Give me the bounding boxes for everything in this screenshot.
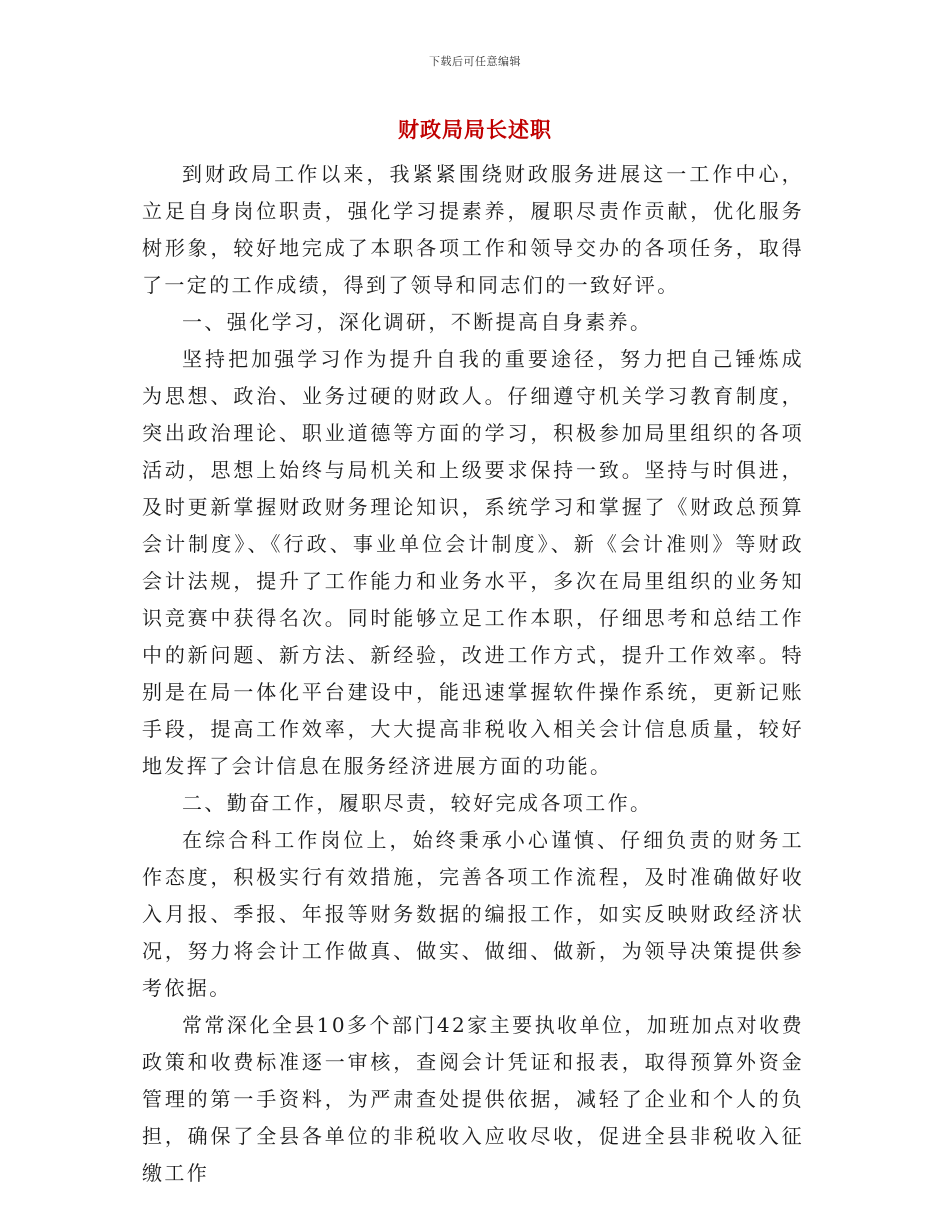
paragraph-intro: 到财政局工作以来，我紧紧围绕财政服务进展这一工作中心，立足自身岗位职责，强化学习提素养，履职尽责作贡献，优化服务树形象，较好地完成了本职各项工作和领导交办的各项任务，取得了一定的工作成绩，得到了领导和同志们的一致好评。 xyxy=(142,162,804,297)
document-body xyxy=(142,156,804,1192)
paragraph-study: 坚持把加强学习作为提升自我的重要途径，努力把自己锤炼成为思想、政治、业务过硬的财政人。仔细遵守机关学习教育制度，突出政治理论、职业道德等方面的学习，积极参加局里组织的各项活动，思想上始终与局机关和上级要求保持一致。坚持与时俱进，及时更新掌握财政财务理论知识，系统学习和掌握了《财政总预算会计制度》、《行政、事业单位会计制度》、新《会计准则》等财政会计法规，提升了工作能力和业务水平，多次在局里组织的业务知识竞赛中获得名次。同时能够立足工作本职，仔细思考和总结工作中的新问题、新方法、新经验，改进工作方式，提升工作效率。特别是在局一体化平台建设中，能迅速掌握软件操作系统，更新记账手段，提高工作效率，大大提高非税收入相关会计信息质量，较好地发挥了会计信息在服务经济进展方面的功能。 xyxy=(142,347,804,778)
section-heading-2: 二、勤奋工作，履职尽责，较好完成各项工作。 xyxy=(182,791,653,815)
header-note: 下载后可任意编辑 xyxy=(429,55,521,68)
paragraph-audit: 常常深化全县10多个部门42家主要执收单位，加班加点对收费政策和收费标准逐一审核，查阅会计凭证和报表，取得预算外资金管理的第一手资料，为严肃查处提供依据，减轻了企业和个人的负担，确保了全县各单位的非税收入应收尽收，促进全县非税收入征缴工作 xyxy=(142,1013,804,1185)
document-title: 财政局局长述职 xyxy=(398,117,552,142)
section-heading-1: 一、强化学习，深化调研，不断提高自身素养。 xyxy=(182,310,653,334)
paragraph-work: 在综合科工作岗位上，始终秉承小心谨慎、仔细负责的财务工作态度，积极实行有效措施，完善各项工作流程，及时准确做好收入月报、季报、年报等财务数据的编报工作，如实反映财政经济状况，努力将会计工作做真、做实、做细、做新，为领导决策提供参考依据。 xyxy=(142,828,804,1000)
